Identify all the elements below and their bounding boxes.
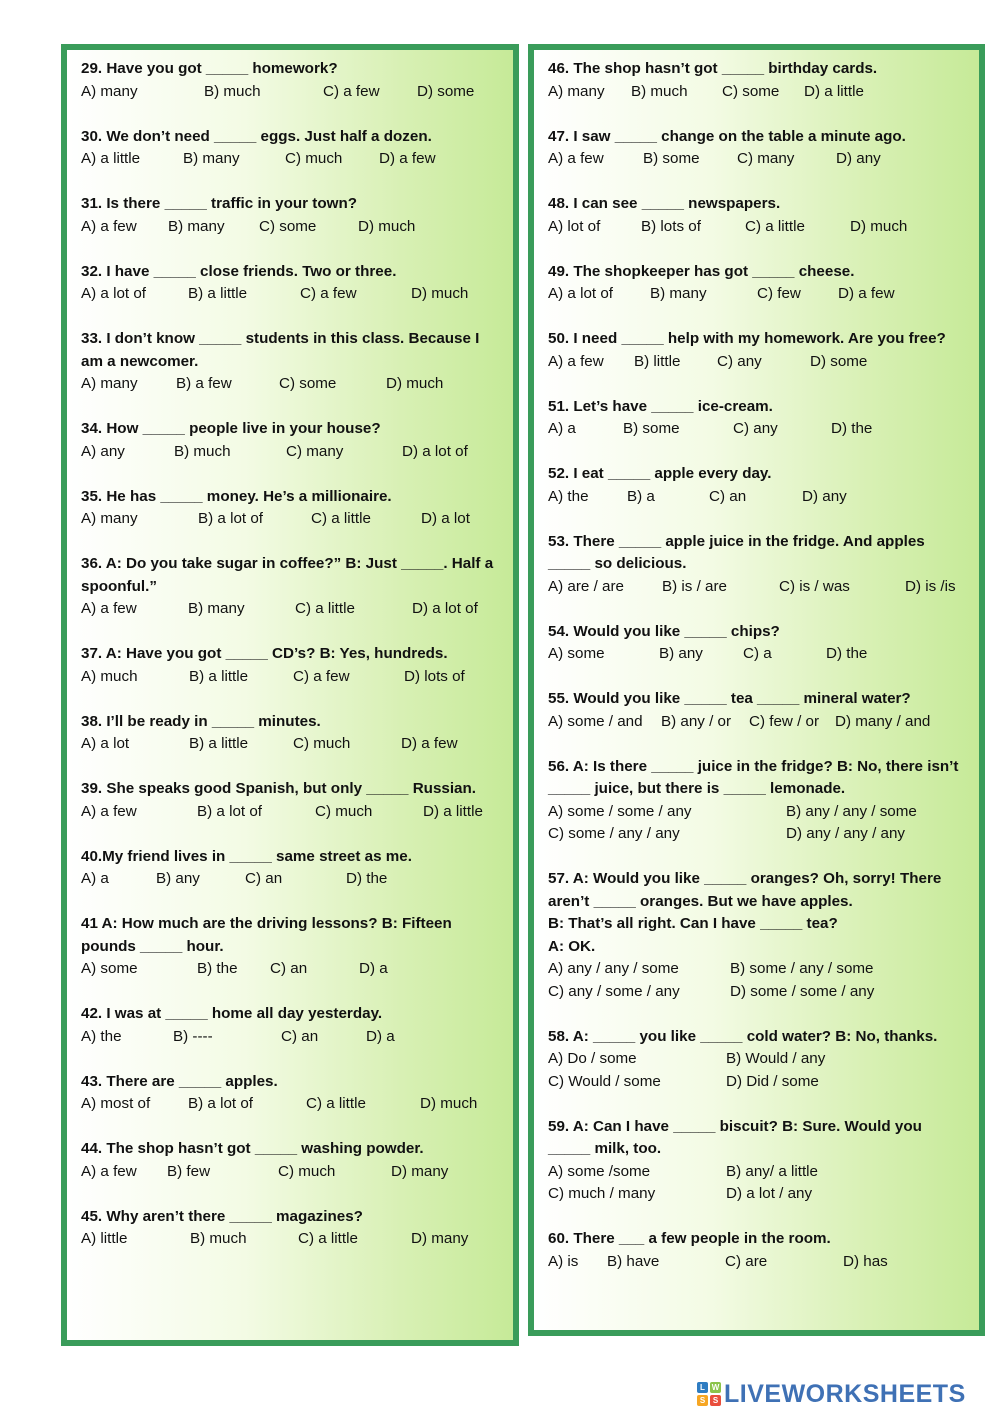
answer-options	[548, 1048, 965, 1093]
question-stem: 44. The shop hasn’t got _____ washing powder.	[81, 1140, 424, 1157]
answer-option[interactable]: C) some	[722, 82, 780, 100]
brand-name: LIVEWORKSHEETS	[724, 1379, 966, 1408]
answer-option[interactable]: D) a few	[379, 150, 436, 167]
answer-options	[81, 441, 499, 464]
answer-option[interactable]: A) a few	[81, 217, 137, 235]
answer-option[interactable]: B) a lot of	[197, 802, 262, 820]
question-stem: 55. Would you like _____ tea _____ mineral water?	[548, 690, 911, 707]
answer-option[interactable]: B) many	[188, 600, 245, 617]
answer-option[interactable]: B) many	[168, 217, 225, 235]
question-stem: 40.My friend lives in _____ same street as me.	[81, 847, 412, 865]
answer-option[interactable]: D) a few	[838, 285, 895, 302]
answer-option[interactable]: D) a lot	[421, 510, 470, 527]
answer-options	[548, 216, 965, 239]
question	[81, 1206, 499, 1251]
answer-option[interactable]: A) a few	[81, 1162, 137, 1180]
answer-option[interactable]: C) some	[259, 217, 317, 235]
question-stem: 47. I saw _____ change on the table a minute ago.	[548, 127, 906, 145]
question-stem: 58. A: _____ you like _____ cold water? B: No, thanks.	[548, 1027, 938, 1045]
answer-option[interactable]: D) Did / some	[726, 1072, 819, 1090]
answer-option[interactable]: A) any / any / some	[548, 960, 679, 977]
answer-option[interactable]: A) many	[548, 82, 605, 100]
question	[81, 486, 499, 531]
answer-option[interactable]: B) a lot of	[198, 510, 263, 527]
answer-options	[548, 711, 965, 734]
answer-options	[548, 486, 965, 509]
answer-option[interactable]: D) the	[831, 420, 873, 437]
answer-option[interactable]: A) a lot	[81, 735, 130, 752]
answer-option[interactable]: C) some	[279, 375, 337, 392]
answer-option[interactable]: C) few	[757, 285, 801, 302]
answer-option[interactable]: A) most of	[81, 1095, 151, 1112]
answer-option[interactable]: B) any / any / some	[786, 802, 917, 820]
question	[548, 868, 965, 1003]
answer-option[interactable]: C) much	[285, 150, 343, 167]
answer-option[interactable]: B) little	[634, 352, 681, 370]
question-stem: 37. A: Have you got _____ CD’s? B: Yes, hundreds.	[81, 645, 448, 662]
answer-option[interactable]: D) much	[358, 217, 416, 235]
answer-option[interactable]: B) some	[643, 150, 700, 167]
answer-options	[81, 801, 499, 824]
answer-options	[81, 598, 499, 621]
answer-options	[548, 576, 965, 599]
answer-option[interactable]: D) a lot of	[402, 442, 468, 460]
logo-cell: L	[697, 1382, 708, 1393]
answer-option[interactable]: D) a lot / any	[726, 1185, 813, 1202]
answer-option[interactable]: D) a	[366, 1027, 395, 1045]
question	[81, 1071, 499, 1116]
question	[81, 913, 499, 981]
answer-option[interactable]: B) a little	[189, 735, 249, 752]
answer-option[interactable]: B) any / or	[661, 712, 732, 730]
question	[81, 328, 499, 396]
answer-option[interactable]: B) lots of	[641, 217, 701, 235]
question	[81, 193, 499, 238]
question-stem: 48. I can see _____ newspapers.	[548, 195, 781, 212]
question-stem: 56. A: Is there _____ juice in the fridge? B: No, there isn’t _____ juice, but there is _____ lemonade.	[548, 757, 959, 797]
question-stem: 33. I don’t know _____ students in this class. Because I am a newcomer.	[81, 330, 480, 370]
answer-option[interactable]: B) a little	[189, 667, 249, 685]
question	[548, 126, 965, 171]
answer-option[interactable]: A) some	[81, 960, 138, 977]
answer-option[interactable]: B) some / any / some	[730, 960, 874, 977]
answer-option[interactable]: B) is / are	[662, 577, 727, 595]
question-stem: 30. We don’t need _____ eggs. Just half a dozen.	[81, 127, 432, 145]
answer-option[interactable]: B) many	[650, 285, 707, 302]
answer-options	[548, 958, 965, 1003]
answer-option[interactable]: A) a few	[548, 352, 604, 370]
answer-option[interactable]: C) any	[717, 352, 762, 370]
answer-option[interactable]: D) a little	[804, 82, 864, 100]
answer-option[interactable]: A) a lot of	[81, 285, 146, 302]
question-stem: 39. She speaks good Spanish, but only _____ Russian.	[81, 780, 477, 797]
answer-option[interactable]: B) Would / any	[726, 1050, 826, 1067]
question-stem: 29. Have you got _____ homework?	[81, 60, 338, 77]
question	[81, 261, 499, 306]
liveworksheets-logo-icon	[697, 1382, 721, 1406]
question-stem: 49. The shopkeeper has got _____ cheese.	[548, 262, 855, 280]
answer-option[interactable]: B) some	[623, 420, 680, 437]
answer-option[interactable]: C) few / or	[749, 712, 820, 730]
question-stem: 59. A: Can I have _____ biscuit? B: Sure. Would you _____ milk, too.	[548, 1117, 922, 1157]
answer-option[interactable]: B) any/ a little	[726, 1162, 819, 1180]
question-stem: 50. I need _____ help with my homework. Are you free?	[548, 330, 946, 347]
answer-option[interactable]: C) some / any / any	[548, 825, 680, 842]
answer-option[interactable]: A) some /some	[548, 1162, 651, 1180]
answer-option[interactable]: A) little	[81, 1230, 128, 1247]
answer-option[interactable]: C) a little	[311, 510, 371, 527]
answer-option[interactable]: B) much	[190, 1230, 247, 1247]
question	[548, 463, 965, 508]
answer-option[interactable]: B) much	[174, 442, 231, 460]
logo-cell: S	[710, 1395, 721, 1406]
answer-options	[548, 1161, 965, 1206]
question-stem: 42. I was at _____ home all day yesterday.	[81, 1005, 383, 1022]
question-stem: 36. A: Do you take sugar in coffee?” B: Just _____. Half a spoonful.”	[81, 555, 494, 595]
answer-option[interactable]: C) a little	[295, 600, 355, 617]
answer-option[interactable]: A) some	[548, 645, 605, 662]
answer-option[interactable]: D) the	[826, 645, 868, 662]
question-stem: 38. I’ll be ready in _____ minutes.	[81, 712, 321, 730]
question	[81, 846, 499, 891]
answer-option[interactable]: D) has	[843, 1252, 888, 1270]
answer-option[interactable]: C) Would / some	[548, 1072, 661, 1090]
question-stem: 51. Let’s have _____ ice-cream.	[548, 397, 773, 415]
question	[81, 643, 499, 688]
answer-option[interactable]: D) much	[850, 217, 908, 235]
question	[548, 688, 965, 733]
answer-option[interactable]: B) have	[607, 1252, 660, 1270]
answer-option[interactable]: D) the	[346, 870, 388, 887]
answer-option[interactable]: A) some / and	[548, 712, 643, 730]
question-stem: 32. I have _____ close friends. Two or three.	[81, 262, 397, 280]
answer-option[interactable]: D) many	[391, 1162, 449, 1180]
answer-options	[548, 1251, 965, 1274]
answer-options	[81, 1026, 499, 1049]
answer-option[interactable]: A) the	[81, 1027, 122, 1045]
answer-option[interactable]: D) lots of	[404, 667, 465, 685]
answer-option[interactable]: D) any	[836, 150, 881, 167]
answer-option[interactable]: D) much	[411, 285, 469, 302]
answer-option[interactable]: C) a little	[745, 217, 805, 235]
question-stem: 31. Is there _____ traffic in your town?	[81, 195, 357, 212]
answer-option[interactable]: A) a	[81, 870, 109, 887]
question-stem: 45. Why aren’t there _____ magazines?	[81, 1207, 363, 1225]
answer-option[interactable]: C) an	[709, 487, 747, 505]
answer-option[interactable]: D) any	[802, 487, 847, 505]
answer-options	[81, 733, 499, 756]
answer-option[interactable]: C) an	[270, 960, 308, 977]
answer-option[interactable]: B) much	[631, 82, 688, 100]
answer-option[interactable]: D) many / and	[835, 712, 931, 730]
answer-option[interactable]: D) a little	[423, 802, 483, 820]
answer-options	[81, 958, 499, 981]
answer-option[interactable]: B) many	[183, 150, 240, 167]
answer-option[interactable]: C) much	[278, 1162, 336, 1180]
answer-options	[81, 283, 499, 306]
answer-options	[81, 508, 499, 531]
answer-option[interactable]: D) much	[420, 1095, 478, 1112]
answer-options	[81, 216, 499, 239]
question	[548, 1228, 965, 1273]
answer-options	[81, 373, 499, 396]
question-stem: 57. A: Would you like _____ oranges? Oh, sorry! There aren’t _____ oranges. But we have apples.	[548, 870, 942, 910]
answer-option[interactable]: C) an	[245, 870, 283, 887]
answer-option[interactable]: D) much	[386, 375, 444, 392]
question	[548, 621, 965, 666]
answer-options	[81, 1161, 499, 1184]
answer-option[interactable]: A) Do / some	[548, 1050, 637, 1067]
question-stem: B: That’s all right. Can I have _____ tea?	[548, 915, 838, 932]
answer-option[interactable]: C) a few	[300, 285, 357, 302]
answer-option[interactable]: B) ----	[173, 1027, 213, 1045]
answer-option[interactable]: B) a few	[176, 375, 232, 392]
answer-option[interactable]: A) a few	[81, 802, 137, 820]
question	[81, 58, 499, 103]
answer-option[interactable]: B) the	[197, 960, 238, 977]
answer-option[interactable]: D) some	[810, 352, 868, 370]
answer-option[interactable]: D) some / some / any	[730, 982, 875, 1000]
answer-option[interactable]: B) a	[627, 487, 655, 505]
answer-options	[548, 81, 965, 104]
answer-options	[548, 283, 965, 306]
answer-options	[81, 1228, 499, 1251]
answer-option[interactable]: A) much	[81, 667, 138, 685]
answer-option[interactable]: A) a	[548, 420, 576, 437]
answer-option[interactable]: D) many	[411, 1230, 469, 1247]
answer-option[interactable]: D) is /is	[905, 577, 956, 595]
answer-option[interactable]: B) few	[167, 1162, 211, 1180]
answer-option[interactable]: A) many	[81, 82, 138, 100]
liveworksheets-brand	[697, 1379, 966, 1409]
logo-cell: W	[711, 1383, 720, 1392]
answer-option[interactable]: C) any	[733, 420, 778, 437]
answer-option[interactable]: C) is / was	[779, 577, 850, 595]
answer-option[interactable]: B) a lot of	[188, 1095, 253, 1112]
answer-options	[548, 418, 965, 441]
answer-option[interactable]: D) any / any / any	[786, 825, 906, 842]
answer-options	[548, 643, 965, 666]
answer-option[interactable]: B) any	[659, 645, 703, 662]
question	[548, 328, 965, 373]
question	[81, 778, 499, 823]
question	[548, 193, 965, 238]
answer-option[interactable]: A) a lot of	[548, 285, 613, 302]
answer-option[interactable]: A) some / some / any	[548, 802, 692, 820]
question	[548, 58, 965, 103]
question	[548, 1026, 965, 1094]
answer-options	[81, 148, 499, 171]
question-stem: 34. How _____ people live in your house?	[81, 420, 381, 437]
question-stem: 46. The shop hasn’t got _____ birthday cards.	[548, 60, 878, 77]
answer-option[interactable]: C) many	[286, 442, 344, 460]
question-stem: 54. Would you like _____ chips?	[548, 622, 780, 640]
answer-option[interactable]: B) much	[204, 82, 261, 100]
answer-option[interactable]: D) some	[417, 82, 475, 100]
question	[81, 553, 499, 621]
answer-option[interactable]: A) many	[81, 510, 138, 527]
question-stem: 43. There are _____ apples.	[81, 1072, 278, 1090]
question-stem: 53. There _____ apple juice in the fridge. And apples _____ so delicious.	[548, 532, 925, 572]
question	[81, 711, 499, 756]
answer-option[interactable]: D) a	[359, 960, 388, 977]
answer-option[interactable]: A) is	[548, 1252, 579, 1270]
answer-option[interactable]: A) a few	[548, 150, 604, 167]
question	[81, 1003, 499, 1048]
answer-options	[81, 1093, 499, 1116]
question	[81, 418, 499, 463]
question	[81, 1138, 499, 1183]
answer-option[interactable]: A) are / are	[548, 577, 624, 595]
answer-options	[81, 81, 499, 104]
answer-option[interactable]: A) the	[548, 487, 589, 505]
question	[548, 261, 965, 306]
answer-options	[81, 666, 499, 689]
answer-option[interactable]: D) a lot of	[412, 600, 478, 617]
answer-option[interactable]: B) a little	[188, 285, 248, 302]
answer-option[interactable]: C) any / some / any	[548, 982, 680, 1000]
answer-option[interactable]: A) a few	[81, 600, 137, 617]
left-question-column	[61, 44, 519, 1346]
answer-option[interactable]: C) a	[743, 645, 772, 662]
question	[548, 756, 965, 846]
logo-cell: S	[697, 1395, 708, 1406]
answer-option[interactable]: C) a few	[293, 667, 350, 685]
question	[81, 126, 499, 171]
answer-option[interactable]: C) are	[725, 1252, 768, 1270]
answer-option[interactable]: B) any	[156, 870, 200, 887]
right-question-column	[528, 44, 985, 1336]
answer-option[interactable]: C) a little	[298, 1230, 358, 1247]
answer-option[interactable]: C) much	[315, 802, 373, 820]
answer-option[interactable]: C) much / many	[548, 1185, 656, 1202]
answer-option[interactable]: A) any	[81, 442, 125, 460]
answer-option[interactable]: A) lot of	[548, 217, 601, 235]
answer-options	[548, 148, 965, 171]
answer-option[interactable]: A) a little	[81, 150, 141, 167]
question	[548, 1116, 965, 1206]
answer-option[interactable]: C) much	[293, 735, 351, 752]
answer-option[interactable]: D) a few	[401, 735, 458, 752]
question-stem: 35. He has _____ money. He’s a millionaire.	[81, 487, 392, 505]
answer-option[interactable]: C) a little	[306, 1095, 366, 1112]
question	[548, 531, 965, 599]
answer-options	[81, 868, 499, 891]
question-stem: 60. There ___ a few people in the room.	[548, 1230, 831, 1247]
question-stem: 41 A: How much are the driving lessons? B: Fifteen pounds _____ hour.	[81, 915, 452, 955]
question-stem: 52. I eat _____ apple every day.	[548, 465, 772, 482]
question	[548, 396, 965, 441]
answer-option[interactable]: C) a few	[323, 82, 380, 100]
answer-options	[548, 351, 965, 374]
answer-option[interactable]: C) an	[281, 1027, 319, 1045]
answer-option[interactable]: C) many	[737, 150, 795, 167]
answer-option[interactable]: A) many	[81, 375, 138, 392]
answer-options	[548, 801, 965, 846]
question-stem: A: OK.	[548, 937, 596, 955]
